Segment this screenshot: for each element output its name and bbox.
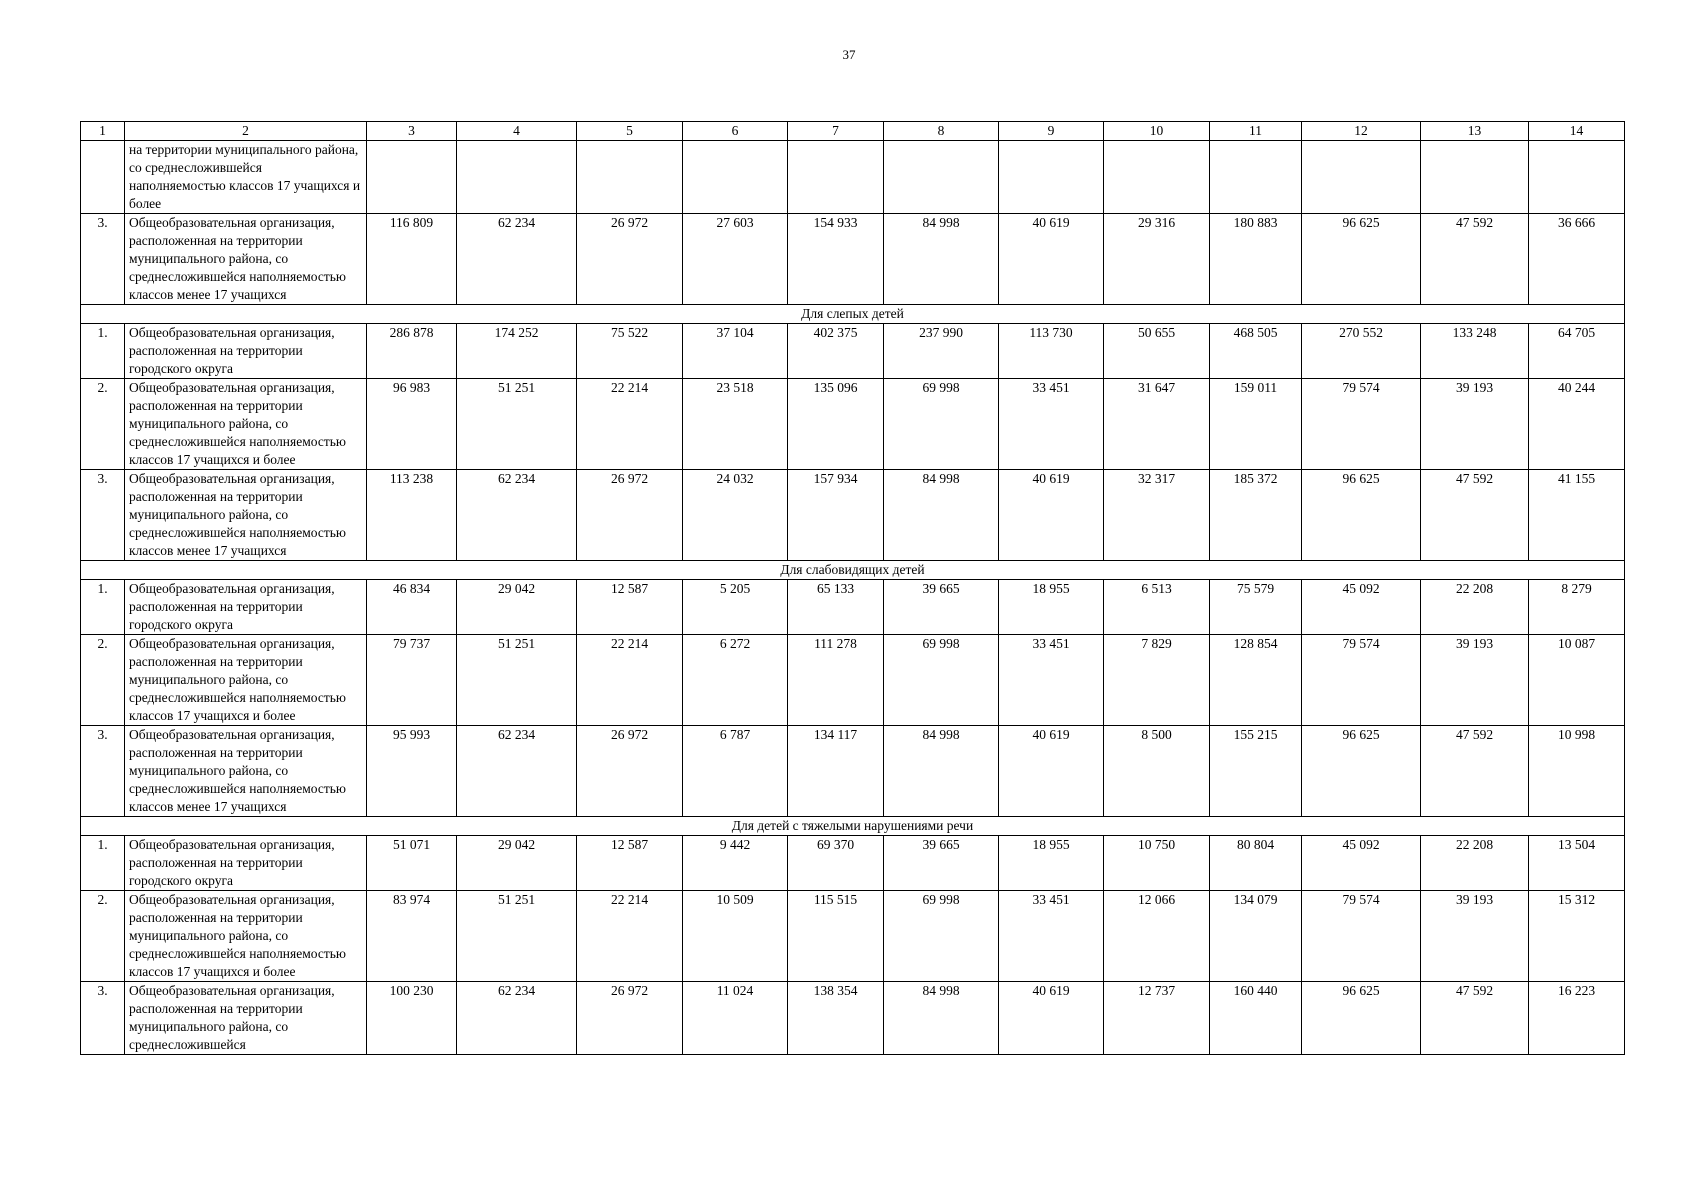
value-cell [1421, 141, 1529, 214]
section-title: Для слабовидящих детей [81, 561, 1625, 580]
value-cell: 113 238 [367, 470, 457, 561]
row-description: Общеобразовательная организация, расположенная на территории муниципального района, со среднесложившейся наполняемостью классов 17 учащихся и более [125, 891, 367, 982]
value-cell: 15 312 [1529, 891, 1625, 982]
header-cell: 4 [457, 122, 577, 141]
value-cell: 159 011 [1210, 379, 1302, 470]
header-cell: 6 [683, 122, 788, 141]
table-row [81, 580, 1625, 635]
value-cell: 134 117 [788, 726, 884, 817]
row-number: 1. [81, 836, 125, 891]
value-cell: 96 983 [367, 379, 457, 470]
value-cell [1210, 141, 1302, 214]
value-cell: 138 354 [788, 982, 884, 1055]
value-cell: 160 440 [1210, 982, 1302, 1055]
value-cell: 65 133 [788, 580, 884, 635]
value-cell: 29 042 [457, 580, 577, 635]
table-row [81, 379, 1625, 470]
row-number: 3. [81, 214, 125, 305]
value-cell: 46 834 [367, 580, 457, 635]
row-description: Общеобразовательная организация, расположенная на территории городского округа [125, 580, 367, 635]
value-cell: 6 513 [1104, 580, 1210, 635]
row-number: 3. [81, 470, 125, 561]
value-cell: 18 955 [999, 836, 1104, 891]
value-cell: 39 193 [1421, 891, 1529, 982]
row-description: Общеобразовательная организация, расположенная на территории муниципального района, со среднесложившейся наполняемостью классов менее 17 учащихся [125, 726, 367, 817]
value-cell: 62 234 [457, 470, 577, 561]
value-cell: 185 372 [1210, 470, 1302, 561]
value-cell: 79 574 [1302, 379, 1421, 470]
value-cell: 174 252 [457, 324, 577, 379]
value-cell: 24 032 [683, 470, 788, 561]
table-row [81, 214, 1625, 305]
value-cell: 95 993 [367, 726, 457, 817]
value-cell: 26 972 [577, 470, 683, 561]
table-row [81, 891, 1625, 982]
section-header-row [81, 305, 1625, 324]
value-cell: 62 234 [457, 982, 577, 1055]
value-cell: 22 214 [577, 635, 683, 726]
value-cell: 8 500 [1104, 726, 1210, 817]
table-body [81, 122, 1625, 1055]
value-cell: 154 933 [788, 214, 884, 305]
row-description: на территории муниципального района, со среднесложившейся наполняемостью классов 17 учащихся и более [125, 141, 367, 214]
value-cell: 47 592 [1421, 982, 1529, 1055]
header-cell: 5 [577, 122, 683, 141]
value-cell: 12 737 [1104, 982, 1210, 1055]
header-cell: 8 [884, 122, 999, 141]
row-description: Общеобразовательная организация, расположенная на территории муниципального района, со среднесложившейся наполняемостью классов менее 17 учащихся [125, 214, 367, 305]
value-cell: 69 998 [884, 635, 999, 726]
value-cell: 7 829 [1104, 635, 1210, 726]
value-cell: 51 251 [457, 379, 577, 470]
value-cell: 10 750 [1104, 836, 1210, 891]
value-cell: 18 955 [999, 580, 1104, 635]
value-cell: 75 522 [577, 324, 683, 379]
section-title: Для слепых детей [81, 305, 1625, 324]
row-number: 2. [81, 891, 125, 982]
value-cell: 39 193 [1421, 379, 1529, 470]
value-cell: 11 024 [683, 982, 788, 1055]
value-cell: 13 504 [1529, 836, 1625, 891]
value-cell: 79 574 [1302, 635, 1421, 726]
value-cell: 115 515 [788, 891, 884, 982]
value-cell: 116 809 [367, 214, 457, 305]
value-cell: 16 223 [1529, 982, 1625, 1055]
row-number: 2. [81, 635, 125, 726]
page-number: 37 [842, 47, 856, 62]
value-cell [1302, 141, 1421, 214]
value-cell: 10 509 [683, 891, 788, 982]
value-cell [1529, 141, 1625, 214]
value-cell: 133 248 [1421, 324, 1529, 379]
value-cell: 51 071 [367, 836, 457, 891]
value-cell: 84 998 [884, 982, 999, 1055]
header-cell: 9 [999, 122, 1104, 141]
value-cell: 33 451 [999, 891, 1104, 982]
section-title: Для детей с тяжелыми нарушениями речи [81, 817, 1625, 836]
value-cell: 155 215 [1210, 726, 1302, 817]
funding-table [80, 121, 1625, 1055]
value-cell: 51 251 [457, 891, 577, 982]
value-cell: 111 278 [788, 635, 884, 726]
value-cell: 29 042 [457, 836, 577, 891]
value-cell [999, 141, 1104, 214]
row-number: 3. [81, 726, 125, 817]
value-cell: 468 505 [1210, 324, 1302, 379]
value-cell: 69 998 [884, 379, 999, 470]
value-cell: 45 092 [1302, 580, 1421, 635]
value-cell: 40 619 [999, 214, 1104, 305]
value-cell: 45 092 [1302, 836, 1421, 891]
value-cell: 402 375 [788, 324, 884, 379]
value-cell: 9 442 [683, 836, 788, 891]
table-row [81, 470, 1625, 561]
value-cell: 40 619 [999, 982, 1104, 1055]
value-cell: 22 208 [1421, 836, 1529, 891]
row-number: 2. [81, 379, 125, 470]
value-cell: 134 079 [1210, 891, 1302, 982]
table-row [81, 726, 1625, 817]
value-cell: 12 587 [577, 580, 683, 635]
value-cell: 69 370 [788, 836, 884, 891]
value-cell: 47 592 [1421, 214, 1529, 305]
header-cell: 14 [1529, 122, 1625, 141]
header-cell: 11 [1210, 122, 1302, 141]
header-cell: 13 [1421, 122, 1529, 141]
value-cell: 51 251 [457, 635, 577, 726]
row-number: 3. [81, 982, 125, 1055]
value-cell: 6 272 [683, 635, 788, 726]
value-cell: 33 451 [999, 635, 1104, 726]
value-cell: 6 787 [683, 726, 788, 817]
value-cell: 26 972 [577, 982, 683, 1055]
value-cell [577, 141, 683, 214]
table-row [81, 836, 1625, 891]
value-cell: 47 592 [1421, 470, 1529, 561]
value-cell: 22 208 [1421, 580, 1529, 635]
value-cell: 40 619 [999, 726, 1104, 817]
header-cell: 7 [788, 122, 884, 141]
section-header-row [81, 817, 1625, 836]
value-cell: 41 155 [1529, 470, 1625, 561]
row-number: 1. [81, 580, 125, 635]
value-cell: 84 998 [884, 470, 999, 561]
value-cell: 96 625 [1302, 982, 1421, 1055]
value-cell: 10 998 [1529, 726, 1625, 817]
value-cell: 26 972 [577, 726, 683, 817]
value-cell: 22 214 [577, 379, 683, 470]
value-cell: 80 804 [1210, 836, 1302, 891]
value-cell: 96 625 [1302, 470, 1421, 561]
value-cell: 270 552 [1302, 324, 1421, 379]
value-cell: 12 587 [577, 836, 683, 891]
value-cell: 62 234 [457, 214, 577, 305]
value-cell: 96 625 [1302, 214, 1421, 305]
header-cell: 12 [1302, 122, 1421, 141]
value-cell: 33 451 [999, 379, 1104, 470]
value-cell [884, 141, 999, 214]
header-cell: 10 [1104, 122, 1210, 141]
value-cell: 12 066 [1104, 891, 1210, 982]
value-cell: 69 998 [884, 891, 999, 982]
row-number-cell [81, 141, 125, 214]
value-cell: 84 998 [884, 726, 999, 817]
table-row-continuation [81, 141, 1625, 214]
table-row [81, 635, 1625, 726]
table-row [81, 324, 1625, 379]
row-description: Общеобразовательная организация, расположенная на территории муниципального района, со среднесложившейся наполняемостью классов 17 учащихся и более [125, 635, 367, 726]
value-cell: 8 279 [1529, 580, 1625, 635]
value-cell: 113 730 [999, 324, 1104, 379]
value-cell [367, 141, 457, 214]
table-row [81, 982, 1625, 1055]
value-cell: 135 096 [788, 379, 884, 470]
value-cell: 79 574 [1302, 891, 1421, 982]
value-cell: 128 854 [1210, 635, 1302, 726]
value-cell: 96 625 [1302, 726, 1421, 817]
value-cell: 36 666 [1529, 214, 1625, 305]
value-cell: 47 592 [1421, 726, 1529, 817]
value-cell: 180 883 [1210, 214, 1302, 305]
value-cell: 237 990 [884, 324, 999, 379]
value-cell: 79 737 [367, 635, 457, 726]
value-cell: 39 665 [884, 580, 999, 635]
value-cell: 32 317 [1104, 470, 1210, 561]
value-cell: 37 104 [683, 324, 788, 379]
value-cell [788, 141, 884, 214]
header-cell: 1 [81, 122, 125, 141]
value-cell: 23 518 [683, 379, 788, 470]
header-row [81, 122, 1625, 141]
value-cell: 75 579 [1210, 580, 1302, 635]
value-cell: 50 655 [1104, 324, 1210, 379]
header-cell: 3 [367, 122, 457, 141]
value-cell [1104, 141, 1210, 214]
value-cell: 40 619 [999, 470, 1104, 561]
value-cell: 5 205 [683, 580, 788, 635]
value-cell: 64 705 [1529, 324, 1625, 379]
row-description: Общеобразовательная организация, расположенная на территории городского округа [125, 324, 367, 379]
value-cell: 22 214 [577, 891, 683, 982]
value-cell: 84 998 [884, 214, 999, 305]
value-cell: 29 316 [1104, 214, 1210, 305]
row-description: Общеобразовательная организация, расположенная на территории муниципального района, со среднесложившейся наполняемостью классов 17 учащихся и более [125, 379, 367, 470]
row-description: Общеобразовательная организация, расположенная на территории муниципального района, со среднесложившейся [125, 982, 367, 1055]
row-description: Общеобразовательная организация, расположенная на территории муниципального района, со среднесложившейся наполняемостью классов менее 17 учащихся [125, 470, 367, 561]
row-number: 1. [81, 324, 125, 379]
value-cell: 27 603 [683, 214, 788, 305]
value-cell: 26 972 [577, 214, 683, 305]
value-cell: 40 244 [1529, 379, 1625, 470]
value-cell: 100 230 [367, 982, 457, 1055]
header-cell: 2 [125, 122, 367, 141]
value-cell [683, 141, 788, 214]
value-cell: 62 234 [457, 726, 577, 817]
value-cell: 39 665 [884, 836, 999, 891]
value-cell: 31 647 [1104, 379, 1210, 470]
row-description: Общеобразовательная организация, расположенная на территории городского округа [125, 836, 367, 891]
value-cell: 39 193 [1421, 635, 1529, 726]
value-cell [457, 141, 577, 214]
value-cell: 10 087 [1529, 635, 1625, 726]
value-cell: 157 934 [788, 470, 884, 561]
value-cell: 286 878 [367, 324, 457, 379]
value-cell: 83 974 [367, 891, 457, 982]
section-header-row [81, 561, 1625, 580]
